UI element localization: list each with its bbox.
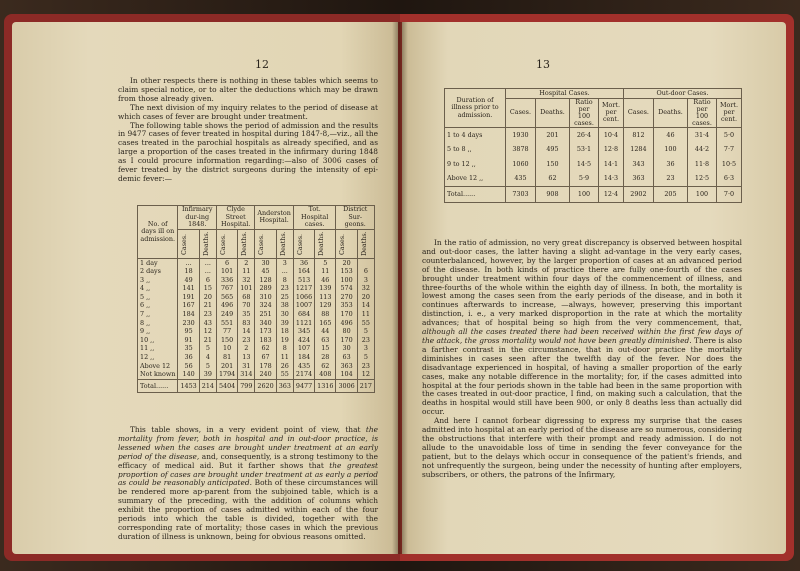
table-cell: 43 [199,319,216,328]
table-cell: 4 [199,353,216,362]
table-cell: 141 [178,284,199,293]
table-cell: 1794 [216,370,237,379]
table-cell: 2 [238,344,255,353]
table-cell: 5·0 [717,127,742,142]
table-cell: 20 [357,293,374,302]
table-cell: 424 [293,336,314,345]
table-cell: 565 [216,293,237,302]
page-number: 12 [255,58,269,71]
row-label: 12 ,, [138,353,178,362]
table-cell: 173 [255,327,276,336]
paragraph: The next division of my inquiry relates to the period of disease at which cases of fever are brought under treatment. [118,102,378,121]
table-cell: 104 [336,370,357,379]
table-cell: 184 [178,310,199,319]
row-label: 5 ,, [138,293,178,302]
total-cell: 12·4 [598,186,623,202]
table-cell: 343 [623,157,653,172]
table-cell: 139 [315,284,336,293]
table-cell: ... [276,267,293,276]
table-cell: 77 [216,327,237,336]
table-cell: ... [199,258,216,267]
table-cell: 1066 [293,293,314,302]
total-cell: 214 [199,379,216,393]
sub-header: Ratio per 100 cases. [569,98,598,127]
sub-header: Cases. [338,232,347,255]
table-cell: 14 [238,327,255,336]
group-header: Hospital Cases. [506,89,624,99]
table-cell: 1284 [623,142,653,157]
total-cell: 908 [535,186,569,202]
table-cell: 165 [315,319,336,328]
table-cell: 30 [255,258,276,267]
group-header: District Sur-geons. [336,206,375,230]
table-cell: 23 [357,336,374,345]
table-cell: 201 [535,127,569,142]
table-cell: 25 [276,293,293,302]
paragraph [422,239,742,417]
row-label: 10 ,, [138,336,178,345]
row-header: Duration of illness prior to admission. [445,89,506,128]
text-run: and, consequently, is a strong testimony to the efficacy of medical aid. But it farther shows that [118,451,378,470]
row-label: 5 to 8 ,, [445,142,506,157]
table-cell: 2174 [293,370,314,379]
table-cell: 314 [238,370,255,379]
right-page [402,22,786,554]
table-cell: 35 [178,344,199,353]
table-cell: 30 [276,310,293,319]
table-cell: 11 [357,310,374,319]
table-cell: 14·3 [598,171,623,186]
table-cell: 310 [255,293,276,302]
sub-header: Deaths. [240,231,249,256]
table-cell: 49 [178,276,199,285]
text-run: This table shows, in a very evident point of view, that [130,425,366,434]
total-label: Total...... [138,379,178,393]
table-cell: 95 [178,327,199,336]
row-label: 6 ,, [138,301,178,310]
paragraph: And here I cannot forbear digressing to express my surprise that the cases admitted into hospital at an early period of the disease are so numerous, considering the obstructions that interfere with their prompt and ready admission. I do not allude to the unavoidable loss of time in sending the fever conveyance for the patient, but to the delays which occur in consequence of the patient's friends, and not unfrequently the surgeon, being under the necessity of hunting after employers, subscribers, or others, the patrons of the Infirmary, [422,416,742,479]
table-cell: 32 [357,284,374,293]
table-cell: 178 [255,362,276,371]
table-cell: 20 [336,258,357,267]
table-cell: 19 [276,336,293,345]
table-cell: 55 [276,370,293,379]
total-cell: 363 [276,379,293,393]
table-cell: 21 [199,336,216,345]
table-cell: 574 [336,284,357,293]
table-cell: 12 [357,370,374,379]
table-cell: 20 [199,293,216,302]
table-row [138,293,375,302]
total-cell: 1316 [315,379,336,393]
table-cell: 11 [315,267,336,276]
table-cell: 240 [255,370,276,379]
table-cell: 18 [276,327,293,336]
right-text [422,239,742,479]
table-cell: 23 [276,284,293,293]
table-row [138,258,375,267]
table-cell: 23 [238,336,255,345]
table-cell: 289 [255,284,276,293]
table-cell: 101 [238,284,255,293]
table-cell: 46 [315,276,336,285]
table-cell: 8 [276,344,293,353]
table-cell: 496 [336,319,357,328]
total-cell: 2902 [623,186,653,202]
table-cell: 15 [315,344,336,353]
table-cell: 36 [178,353,199,362]
table-cell: 26 [276,362,293,371]
table-row [445,142,742,157]
table-row [138,276,375,285]
table-row [445,171,742,186]
table-cell: 251 [255,310,276,319]
table-cell: 23 [199,310,216,319]
table-cell: 113 [315,293,336,302]
table-cell: 14·1 [598,157,623,172]
group-header: Out-door Cases. [623,89,741,99]
sub-header: Cases. [623,98,653,127]
table-cell: 129 [315,301,336,310]
total-cell: 7303 [506,186,536,202]
table-cell: 336 [216,276,237,285]
sub-header: Mort. per cent. [598,98,623,127]
row-label: 9 to 12 ,, [445,157,506,172]
table-cell: 6 [199,276,216,285]
table-cell: 5 [315,258,336,267]
table-cell: 70 [238,301,255,310]
table-cell: 83 [238,319,255,328]
italic-run: the mortality from fever, both in hospital and in out-door practice, is lessened when the cases are brought under treatment at an early period of the disease, [118,425,378,461]
table-cell: 353 [336,301,357,310]
group-header: Infirmary dur-ing 1848. [178,206,216,230]
table-cell: 62 [255,344,276,353]
sub-header: Deaths. [535,98,569,127]
table-cell: 55 [357,319,374,328]
total-cell: 7·0 [717,186,742,202]
table-cell: 5 [199,362,216,371]
table-cell: 21 [199,301,216,310]
row-label: 4 ,, [138,284,178,293]
table-cell: 230 [178,319,199,328]
table-cell: 46 [653,127,687,142]
table-cell: 140 [178,370,199,379]
table-cell: 324 [255,301,276,310]
italic-run: although all the cases treated there had been received within the first few days of the attack, the gross mortality would not have been greatly diminished. [422,327,742,345]
table-cell: 32 [238,276,255,285]
duration-summary-table [444,88,742,203]
table-cell: 363 [336,362,357,371]
total-cell: 1453 [178,379,199,393]
table-cell: ... [178,258,199,267]
table-cell: 1217 [293,284,314,293]
total-cell: 5404 [216,379,237,393]
table-cell: 38 [276,301,293,310]
table-cell: 767 [216,284,237,293]
table-cell: 1060 [506,157,536,172]
total-cell: 3006 [336,379,357,393]
table-cell: 496 [216,301,237,310]
table-row [138,353,375,362]
row-label: Above 12 [138,362,178,371]
group-header: Anderston Hospital. [255,206,293,230]
table-cell: 6·3 [717,171,742,186]
table-cell: 150 [216,336,237,345]
left-page [12,22,398,554]
table-row [138,301,375,310]
table-cell: 153 [336,267,357,276]
table-cell: 15 [199,284,216,293]
table-cell: 435 [506,171,536,186]
total-cell: 100 [569,186,598,202]
table-cell: 91 [178,336,199,345]
table-cell: 18 [178,267,199,276]
table-cell: 80 [336,327,357,336]
table-cell: 39 [199,370,216,379]
total-cell: 9477 [293,379,314,393]
total-cell: 2620 [255,379,276,393]
left-text-top [118,77,378,184]
table-cell: 408 [315,370,336,379]
table-total-row [138,379,375,393]
table-cell: 36 [653,157,687,172]
table-cell: 31 [238,362,255,371]
paragraph: The following table shows the period of admission and the results in 9477 cases of fever treated in hospital during 1847-8,—viz., all the cases treated in the parochial hospitals as already specified, and as large a proportion of the cases treated in the infirmary during 1848 as I could procure information regarding:—also of 3006 cases of fever treated by the district surgeons during the intensity of epi-demic fever:— [118,120,378,183]
row-header: No. of days ill on admission. [138,206,178,259]
total-cell: 217 [357,379,374,393]
page-number: 13 [536,58,550,71]
total-cell: 799 [238,379,255,393]
group-header: Clyde Street Hospital. [216,206,254,230]
table-cell: 495 [535,142,569,157]
row-label: Not known [138,370,178,379]
table-cell: 183 [255,336,276,345]
table-cell: 270 [336,293,357,302]
table-cell: 28 [315,353,336,362]
table-row [138,344,375,353]
table-total-row [445,186,742,202]
table-row [138,284,375,293]
row-label: 9 ,, [138,327,178,336]
table-cell: 63 [315,336,336,345]
table-cell: 14·5 [569,157,598,172]
sub-header: Cases. [180,232,189,255]
table-body [445,127,742,186]
table-cell: 8 [276,276,293,285]
sub-header: Mort. per cent. [717,98,742,127]
table-cell: 100 [653,142,687,157]
table-cell: 340 [255,319,276,328]
table-cell: 345 [293,327,314,336]
sub-header: Cases. [257,232,266,255]
table-cell: 513 [293,276,314,285]
table-cell: 3 [276,258,293,267]
row-label: 8 ,, [138,319,178,328]
row-label: 1 day [138,258,178,267]
table-cell: 7·7 [717,142,742,157]
table-cell: 36 [293,258,314,267]
table-row [138,319,375,328]
table-cell: 56 [178,362,199,371]
table-cell: 45 [255,267,276,276]
text-run: In the ratio of admission, no very great discrepancy is observed between hospital and out-door cases, the latter having a slight ad-vantage in the very early cases, counterbalanced, however, by the larger proportion of cases at an advanced period of the disease. In both kinds of practice there are fully one-fourth of the cases brought under treatment within four days of the commencement of illness, and three-fourths of the whole within the eighth day of illness. In both, the mortality is lowest among the cases seen from the early periods of the disease, and in both it continues afterwards to increase, —always, however, preserving this important distinction, i. e., a very marked disproportion in the rate at which the mortality advances; that of hospital being so high from the very commencement, that, [422,238,742,328]
row-label: 11 ,, [138,344,178,353]
table-cell: 1930 [506,127,536,142]
paragraph [118,426,378,542]
table-cell: 1121 [293,319,314,328]
table-cell: 67 [255,353,276,362]
table-cell: 551 [216,319,237,328]
text-run: Both of these circumstances will be rendered more ap-parent from the subjoined table, which is a summary of the preceding, with the addition of columns which exhibit the proportion of cases admitted within each of the four periods into which the table is divided, together with the corresponding rate of mortality; those cases in which the previous duration of illness is unknown, being for obvious reasons omitted. [118,478,378,541]
table-cell: 3 [357,344,374,353]
total-label: Total...... [445,186,506,202]
table-cell: 10 [216,344,237,353]
table-cell: 30 [336,344,357,353]
row-label: 1 to 4 days [445,127,506,142]
row-label: 2 days [138,267,178,276]
table-cell: 684 [293,310,314,319]
table-cell: 249 [216,310,237,319]
table-cell [357,258,374,267]
table-cell: 164 [293,267,314,276]
table-row [138,336,375,345]
table-cell: 23 [357,362,374,371]
table-body [138,258,375,379]
sub-header: Cases. [295,232,304,255]
table-row [138,370,375,379]
table-header-row [445,89,742,99]
table-cell: 170 [336,310,357,319]
table-cell: 3878 [506,142,536,157]
sub-header: Deaths. [359,231,368,256]
sub-header: Deaths. [278,231,287,256]
sub-header: Deaths. [317,231,326,256]
table-cell: 10·5 [717,157,742,172]
total-cell: 100 [688,186,717,202]
table-cell: 35 [238,310,255,319]
table-cell: 6 [357,267,374,276]
total-cell: 205 [653,186,687,202]
text-run: There is also a farther contrast in the circumstance, that in out-door practice the mortality diminishes in cases seen after the twelfth day of the fever. Nor does the disadvantage experienced in hospital, of having a smaller proportion of the early cases, make any notable difference in the mortality; for, if the cases admitted into hospital at the four periods shown in the table had been in the same proportion with the cases treated in out-door practice, I find, on making such a calculation, that the deaths in hospital would still have been 900, or only 8 deaths less than actually did occur. [422,335,742,417]
table-row [138,310,375,319]
table-cell: 128 [255,276,276,285]
table-cell: 812 [623,127,653,142]
table-cell: 26·4 [569,127,598,142]
table-cell: 184 [293,353,314,362]
table-cell: 31·4 [688,127,717,142]
table-cell: 62 [535,171,569,186]
sub-header: Cases. [218,232,227,255]
table-cell: 5 [357,327,374,336]
table-cell: 11 [276,353,293,362]
table-cell: 101 [216,267,237,276]
table-cell: 11 [238,267,255,276]
table-cell: 201 [216,362,237,371]
table-cell: 170 [336,336,357,345]
row-label: 7 ,, [138,310,178,319]
table-cell: 10·4 [598,127,623,142]
table-row [138,267,375,276]
table-cell: 44 [315,327,336,336]
sub-header: Deaths. [653,98,687,127]
table-cell: 107 [293,344,314,353]
table-cell: 191 [178,293,199,302]
table-cell: 12·5 [688,171,717,186]
table-cell: 6 [216,258,237,267]
table-cell: 5·9 [569,171,598,186]
table-cell: 53·1 [569,142,598,157]
table-cell: 88 [315,310,336,319]
sub-header: Deaths. [201,231,210,256]
table-cell: 3 [357,276,374,285]
table-cell: 150 [535,157,569,172]
admission-period-table [137,205,375,393]
row-label: 3 ,, [138,276,178,285]
table-cell: 12·8 [598,142,623,157]
table-cell: 68 [238,293,255,302]
table-row [445,127,742,142]
left-text-bottom [118,426,378,542]
table-cell: 39 [276,319,293,328]
table-cell: 63 [336,353,357,362]
table-cell: 5 [357,353,374,362]
table-cell: 44·2 [688,142,717,157]
table-cell: 81 [216,353,237,362]
table-cell: 100 [336,276,357,285]
table-row [445,157,742,172]
table-cell: 435 [293,362,314,371]
table-cell: ... [199,267,216,276]
table-cell: 2 [238,258,255,267]
sub-header: Ratio per 100 cases. [688,98,717,127]
group-header: Tot. Hospital cases. [293,206,336,230]
row-label: Above 12 ,, [445,171,506,186]
italic-run: the greatest proportion of cases are brought under treatment at as early a period as could be reasonably anticipated. [118,460,378,488]
table-cell: 363 [623,171,653,186]
table-cell: 11·8 [688,157,717,172]
paragraph: In other respects there is nothing in these tables which seems to claim special notice, or to alter the deductions which may be drawn from those already given. [118,76,378,103]
table-row [138,327,375,336]
table-cell: 12 [199,327,216,336]
table-cell: 62 [315,362,336,371]
table-cell: 13 [238,353,255,362]
table-header-row [138,206,375,230]
book-gutter [392,22,408,554]
table-cell: 5 [199,344,216,353]
table-cell: 167 [178,301,199,310]
table-cell: 1007 [293,301,314,310]
table-cell: 23 [653,171,687,186]
table-cell: 14 [357,301,374,310]
table-row [138,362,375,371]
sub-header: Cases. [506,98,536,127]
